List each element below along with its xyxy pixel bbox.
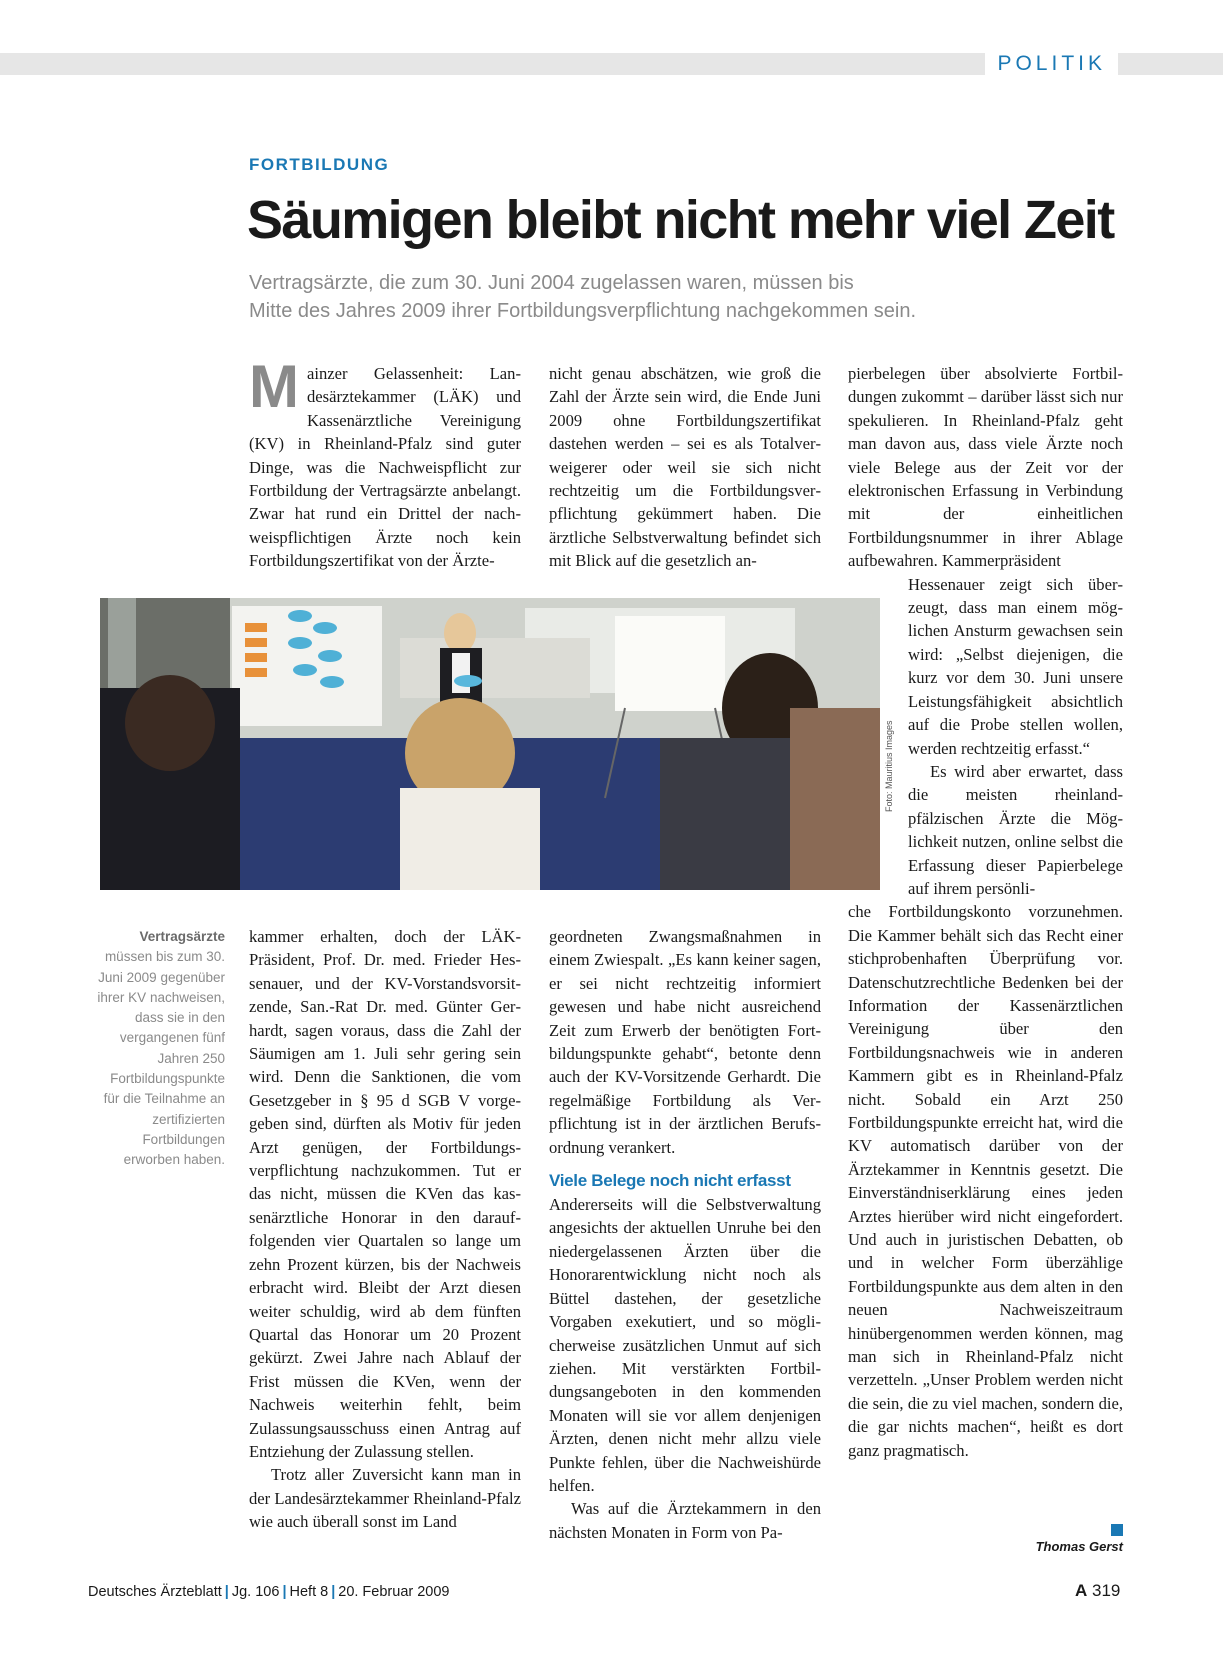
section-label: POLITIK [985,52,1118,76]
photo-credit: Foto: Mauritius Images [884,720,894,812]
body-text: geordneten Zwangsmaßnahmen in einem Zwiespalt. „Es kann keiner sagen, er sei nicht rechtzeitig informiert gewesen und habe nicht ausreichend Zeit zum Erwerb der benötigten Fortbildungspunkte gehabt“, betonte denn auch der KV-Vorsitzende Gerhardt. Die regelmäßige Fortbildung als Verpflichtung ist in der ärztlichen Berufsordnung verankert. [549,927,821,1157]
issue: Heft 8 [289,1584,329,1600]
end-square-icon [1111,1524,1123,1536]
article-lead [249,269,1129,325]
page-number [1075,1581,1120,1601]
page-number-value: 319 [1092,1581,1121,1600]
caption-text: müssen bis zum 30. Juni 2009 gegenüber ihrer KV nachweisen, dass sie in den vergangenen fünf Jahren 250 Fortbildungspunkte für die Teilnahme an zertifizierten Fortbildungen erworben haben. [97,949,225,1168]
article-title: Säumigen bleibt nicht mehr viel Zeit [247,190,1114,250]
body-text: Es wird aber erwartet, dass die meisten rheinlandpfälzischen Ärzte die Möglichkeit nutzen, online selbst die Erfassung dieser Papierbelege auf ihrem persönli- [908,761,1123,898]
footer-journal-info: Deutsches Ärzteblatt | Jg. 106 | Heft 8 | 20. Februar 2009 [88,1584,450,1600]
author: Thomas Gerst [1035,1539,1123,1554]
page-prefix: A [1075,1581,1088,1600]
subheading: Viele Belege noch nicht erfasst [549,1171,791,1191]
article-kicker: FORTBILDUNG [249,155,390,174]
body-text: Hessenauer zeigt sich überzeugt, dass man einem möglichen Ansturm gewachsen sein wird: „Selbst diejenigen, die kurz vor dem 30. Juni unsere Leistungsfähigkeit absichtlich auf die Probe stellen wollen, werden rechtzeitig erfasst.“ [908,574,1123,758]
body-text: Andererseits will die Selbstverwaltung angesichts der aktuellen Unruhe bei den niedergelassenen Ärzten über die Honorarentwicklung nicht noch als Büttel dastehen, der gesetzliche Vorgaben exekutiert, und so möglicherweise zusätzlichen Unmut auf sich ziehen. Mit verstärkten Fortbildungsangeboten in den kommenden Monaten will sie vor allem denjenigen Ärzten, denen nicht mehr allzu viele Punkte fehlen, über die Nachweishürde helfen. [549,1195,821,1495]
seminar-scene-illustration [100,598,880,890]
date: 20. Februar 2009 [338,1584,450,1600]
column-2-top [549,362,821,573]
lead-line: Vertragsärzte, die zum 30. Juni 2004 zugelassen waren, müssen bis [249,272,854,294]
body-text: Was auf die Ärztekammern in den nächsten Monaten in Form von Pa- [549,1499,821,1542]
body-text: kammer erhalten, doch der LÄK-Präsident, Prof. Dr. med. Frieder Hessenauer, und der KV-Vorstandsvorsitzende, San.-Rat Dr. med. Günter Gerhardt, sagen voraus, dass die Zahl der Säumigen am 1. Juli sehr gering sein wird. Denn die Sanktionen, die vom Gesetzgeber in § 95 d SGB V vorgegeben sind, dürften als Motiv für jeden Arzt genügen, der Fortbildungsverpflichtung nachzukommen. Tut er das nicht, müssen die KVen das kassenärztliche Honorar in den darauffolgenden vier Quartalen so lange um zehn Prozent kürzen, bis der Nachweis erbracht wird. Bleibt der Arzt diesen weiter schuldig, wird ab dem fünften Quartal das Honorar um 20 Prozent gekürzt. Zwei Jahre nach Ablauf der Frist müssen die KVen, wenn der Nachweis weiterhin fehlt, beim Zulassungsausschuss einen Antrag auf Entziehung der Zulassung stellen. [249,927,521,1461]
wrap-around-photo [908,573,1123,901]
column-3-text [848,362,1123,1463]
body-text: pierbelegen über absolvierte Fortbildungen zukommt – darüber lässt sich nur spekulieren. In Rheinland-Pfalz geht man davon aus, dass viele Ärzte noch viele Belege aus der Zeit vor der elektronischen Erfassung in Verbindung mit der einheitlichen Fortbildungsnummer in ihrer Ablage aufbewahren. Kammerpräsident [848,364,1123,571]
column-2-bottom [549,925,821,1544]
article-photo [100,598,880,890]
volume: Jg. 106 [231,1584,280,1600]
end-mark [1111,1518,1123,1536]
body-text: che Fortbildungskonto vorzunehmen. Die Kammer behält sich das Recht einer stichprobenhaften Überprüfung vor. Datenschutzrechtliche Bedenken bei der Information der Kassenärztlichen Vereinigung über den Fortbildungsnachweis wie in anderen Kammern gibt es in Rheinland-Pfalz nicht. Sobald ein Arzt 250 Fortbildungspunkte erreicht hat, wird die KV automatisch darüber von der Ärztekammer in Kenntnis gesetzt. Die Einverständniserklärung eines jeden Arztes hierüber wird nicht eingefordert. Und auch in juristischen Debatten, ob und in welcher Form überzählige Fortbildungspunkte aus dem alten in den neuen Nachweiszeitraum hinübergenommen werden können, mag man sich in Rheinland-Pfalz nicht verzetteln. „Unser Problem werden nicht die sein, die zu viel machen, sondern die, die gar nichts machen“, heißt es dort ganz pragmatisch. [848,902,1123,1460]
photo-caption [95,927,225,1171]
caption-title: Vertragsärzte [139,929,225,944]
body-text: Trotz aller Zuversicht kann man in der Landesärztekammer Rheinland-Pfalz wie auch überall sonst im Land [249,1465,521,1532]
column-1-bottom [249,925,521,1534]
drop-cap: M [249,353,299,420]
body-text: nicht genau abschätzen, wie groß die Zahl der Ärzte sein wird, die Ende Juni 2009 ohne Fortbildungszertifikat dastehen werden – sei es als Totalverweigerer oder weil sie sich nicht rechtzeitig um die Fortbildungsverpflichtung gekümmert haben. Die ärztliche Selbstverwaltung befindet sich mit Blick auf die gesetzlich an- [549,364,821,571]
lead-line: Mitte des Jahres 2009 ihrer Fortbildungsverpflichtung nachgekommen sein. [249,300,917,322]
journal-name: Deutsches Ärzteblatt [88,1584,222,1600]
column-1-top [249,353,521,573]
body-text: ainzer Gelassenheit: Landesärztekammer (LÄK) und Kassenärztliche Vereinigung (KV) in Rheinland-Pfalz sind guter Dinge, was die Nachweispflicht zur Fortbildung der Vertragsärzte anbelangt. Zwar hat rund ein Drittel der nachweispflichtigen Ärzte noch kein Fortbildungszertifikat von der Ärzte- [249,364,521,571]
